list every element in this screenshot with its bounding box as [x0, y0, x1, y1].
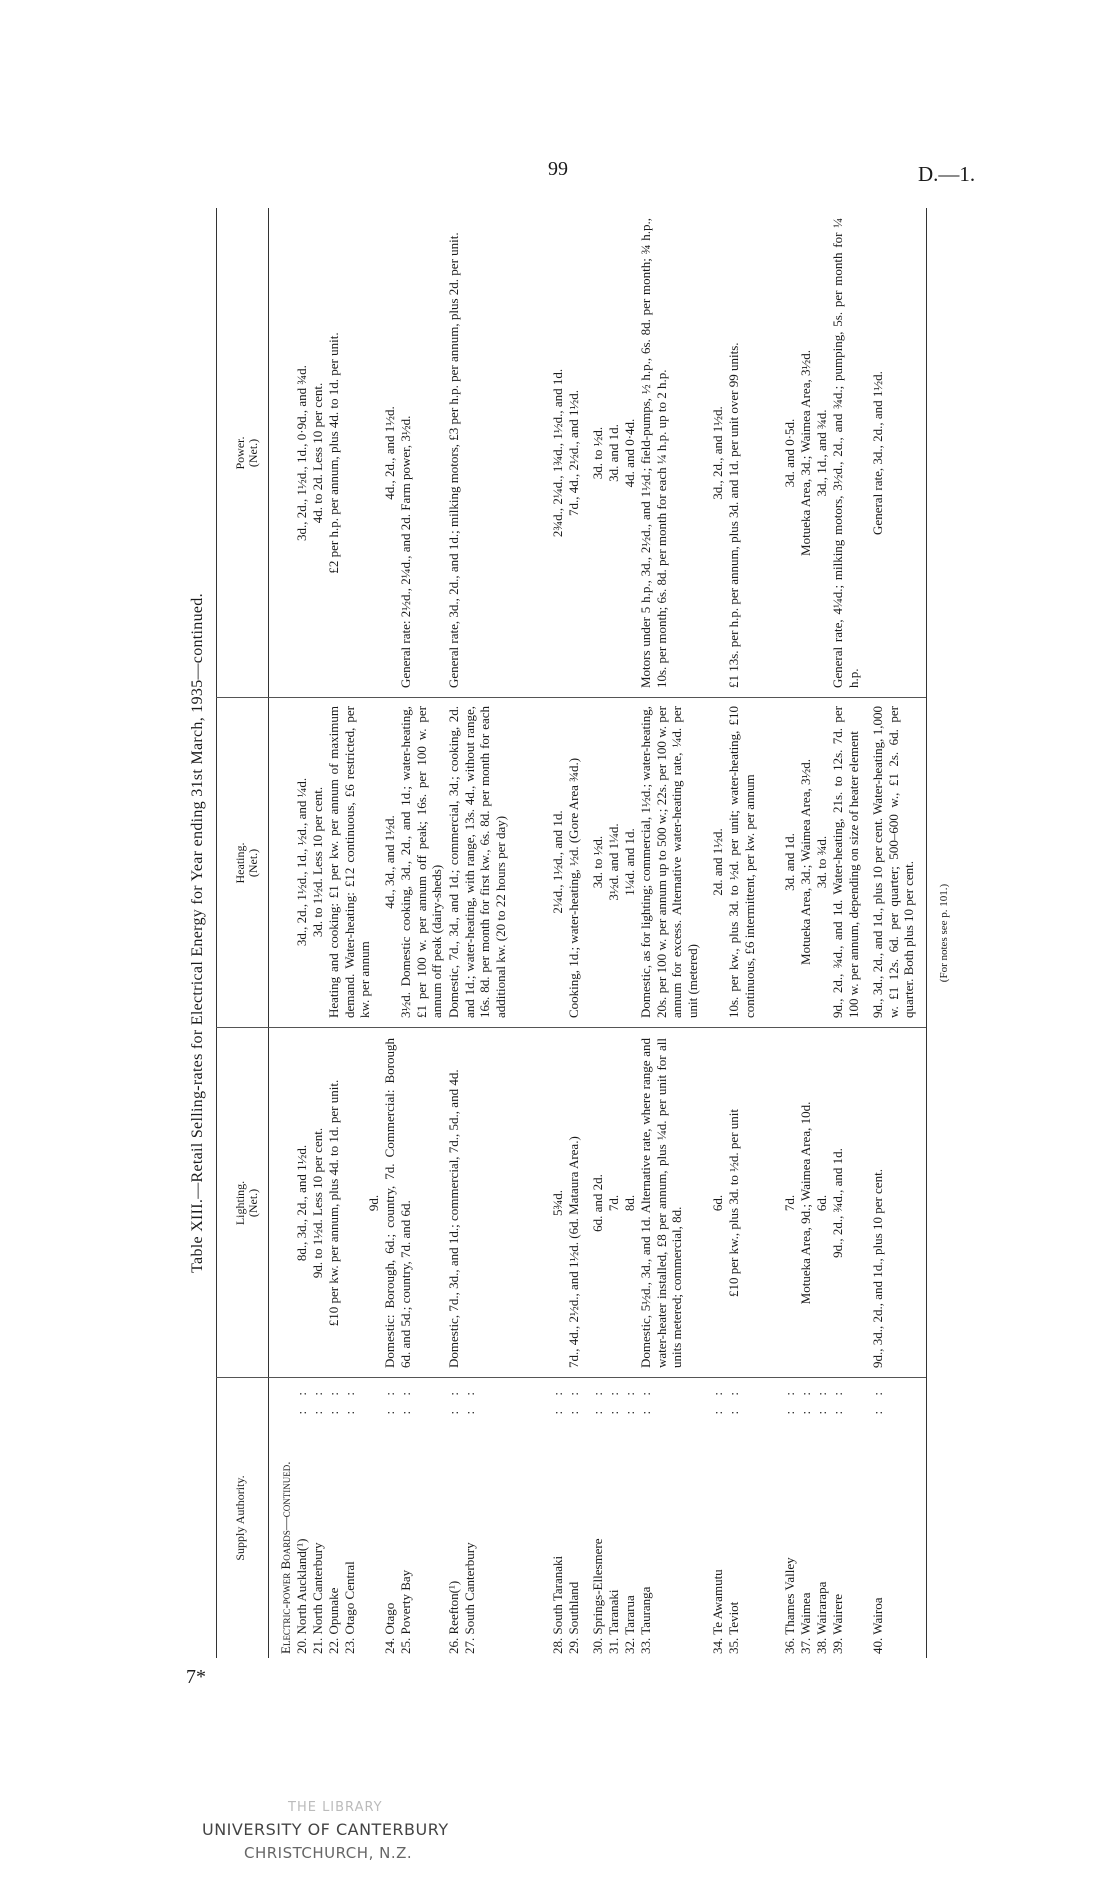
heating-cell: 4d., 3d., and 1½d.	[382, 815, 397, 909]
power-cell: 2¾d., 2¼d., 1¾d., 1½d., and 1d.	[550, 368, 565, 538]
power-cell: 7d., 4d., 2½d., and 1½d.	[566, 389, 581, 517]
stamp-line-university: UNIVERSITY OF CANTERBURY	[202, 1820, 449, 1839]
col-header-power-label: Power.	[233, 436, 247, 470]
power-cell: 3d. and 1d.	[606, 424, 621, 482]
lighting-cell: 9d. to 1½d. Less 10 per cent.	[310, 1127, 325, 1279]
power-cell: 4d. and 0·4d.	[622, 418, 637, 488]
lighting-cell: 8d., 3d., 2d., and 1½d.	[294, 1144, 309, 1262]
document-reference: D.—1.	[918, 162, 976, 186]
lighting-cell: 9d.	[366, 1194, 381, 1212]
authority-row: 31. Taranaki : :	[606, 1386, 621, 1654]
lighting-cell: 6d.	[814, 1194, 829, 1212]
heating-cell: 3d. to ½d.	[590, 835, 605, 889]
power-cell: 3d., 2d., 1½d., 1d., 0·9d., and ¾d.	[294, 365, 309, 541]
group-heading: Electric-power Boards—continued.	[278, 1461, 293, 1654]
table-footnote: (For notes see p. 101.)	[938, 883, 950, 983]
col-header-authority	[234, 1378, 247, 1658]
power-cell: 3d., 2d., and 1½d.	[710, 406, 725, 500]
col-header-power	[234, 208, 260, 698]
col-header-power-sub: (Net.)	[246, 438, 260, 468]
col-header-heating-sub: (Net.)	[246, 848, 260, 878]
heating-cell: Domestic, 7d., 3d., and 1d.; commercial, 3d.; cooking, 2d. and 1d.; water-heating, with range, 13s. 4d., without range, 16s. 8d. per month for first kw., 6s. 8d. per month for each additional kw. (20 to 22 hours per day)	[446, 706, 508, 1018]
col-header-authority-label: Supply Authority.	[233, 1475, 247, 1561]
power-cell: General rate, 3d., 2d., and 1½d.	[870, 371, 885, 535]
authority-row: 40. Wairoa : :	[870, 1386, 885, 1654]
authority-row: 36. Thames Valley : :	[782, 1386, 797, 1654]
authority-row: 28. South Taranaki : :	[550, 1386, 565, 1654]
table-bottom-rule	[926, 208, 927, 1658]
lighting-cell: Domestic: Borough, 6d.; country, 7d. Commercial: Borough 6d. and 5d.; country, 7d. and 6d.	[382, 1038, 413, 1368]
sheet-reference: 7*	[186, 1666, 206, 1688]
power-cell: General rate, 3d., 2d., and 1d.; milking motors, £3 per h.p. per annum, plus 2d. per unit.	[446, 232, 461, 688]
power-cell: General rate, 4¼d.; milking motors, 3½d., 2d., and ¾d.; pumping, 5s. per month for ¼ h.p.	[830, 218, 861, 688]
authority-row: 26. Reefton(¹) : :	[446, 1386, 461, 1654]
heating-cell: 3d. and 1d.	[782, 833, 797, 891]
authority-name: 32. Tararua	[622, 1595, 637, 1654]
col-header-heating	[234, 698, 260, 1028]
lighting-cell: 9d., 2d., ¾d., and 1d.	[830, 1148, 845, 1258]
power-cell: 3d. to ½d.	[590, 426, 605, 480]
lighting-cell: 7d.	[606, 1194, 621, 1212]
authority-row: 39. Wairere : :	[830, 1386, 845, 1654]
authority-name: 25. Poverty Bay	[398, 1569, 413, 1654]
authority-name: 26. Reefton(¹)	[446, 1580, 461, 1654]
heating-cell: Cooking, 1d.; water-heating, ½d. (Gore Area ¾d.)	[566, 757, 581, 1018]
authority-name: 35. Teviot	[726, 1601, 741, 1654]
authority-row: 27. South Canterbury : :	[462, 1386, 477, 1654]
lighting-cell: £10 per kw. per annum, plus 4d. to 1d. per unit.	[326, 1079, 341, 1327]
column-divider	[216, 697, 926, 698]
authority-name: 27. South Canterbury	[462, 1542, 477, 1654]
page-number: 99	[548, 158, 568, 180]
authority-row: 34. Te Awamutu : :	[710, 1386, 725, 1654]
authority-name: 39. Wairere	[830, 1593, 845, 1654]
lighting-cell: £10 per kw., plus 3d. to ½d. per unit	[726, 1109, 741, 1297]
authority-name: 37. Waimea	[798, 1592, 813, 1654]
authority-name: 23. Otago Central	[342, 1561, 357, 1654]
authority-name: 21. North Canterbury	[310, 1542, 325, 1654]
column-divider	[216, 1027, 926, 1028]
table-title: Table XIII.—Retail Selling-rates for Electrical Energy for Year ending 31st March, 1935—continued.	[189, 593, 206, 1273]
power-cell: 4d. to 2d. Less 10 per cent.	[310, 382, 325, 524]
heating-cell: 3d. to ¾d.	[814, 835, 829, 889]
col-header-lighting-label: Lighting.	[233, 1180, 247, 1226]
heating-cell: 9d., 3d., 2d., and 1d., plus 10 per cent. Water-heating, 1,000 w. £1 12s. 6d. per quarter; 500–600 w., £1 2s. 6d. per quarter. Both plus 10 per cent.	[870, 706, 916, 1018]
heating-cell: Motueka Area, 3d.; Waimea Area, 3½d.	[798, 759, 813, 965]
lighting-cell: 5¾d.	[550, 1190, 565, 1216]
heating-cell: 3½d. and 1¼d.	[606, 823, 621, 901]
lighting-cell: 8d.	[622, 1194, 637, 1212]
heating-cell: Heating and cooking: £1 per kw. per annum of maximum demand. Water-heating: £12 continuous, £6 restricted, per kw. per annum	[326, 706, 372, 1018]
authority-row: 38. Wairarapa : :	[814, 1386, 829, 1654]
lighting-cell: Motueka Area, 9d.; Waimea Area, 10d.	[798, 1101, 813, 1305]
authority-name: 22. Opunake	[326, 1587, 341, 1654]
power-cell: Motueka Area, 3d.; Waimea Area, 3½d.	[798, 350, 813, 556]
authority-name: 34. Te Awamutu	[710, 1569, 725, 1654]
lighting-cell: 7d., 4d., 2½d., and 1½d. (6d. Mataura Area.)	[566, 1136, 581, 1368]
lighting-cell: Domestic, 7d., 3d., and 1d.; commercial, 7d., 5d., and 4d.	[446, 1069, 461, 1368]
heating-cell: 2d. and 1½d.	[710, 828, 725, 896]
heating-cell: 1¼d. and 1d.	[622, 828, 637, 896]
col-header-lighting	[234, 1028, 260, 1378]
lighting-cell: Domestic, 5½d., 3d., and 1d. Alternative rate, where range and water-heater installed, £8 per annum, plus ¼d. per unit for all units metered; commercial, 8d.	[638, 1038, 684, 1368]
authority-name: 36. Thames Valley	[782, 1557, 797, 1654]
lighting-cell: 7d.	[782, 1194, 797, 1212]
power-cell: £1 13s. per h.p. per annum, plus 3d. and 1d. per unit over 99 units.	[726, 342, 741, 688]
authority-name: 28. South Taranaki	[550, 1555, 565, 1654]
lighting-cell: 9d., 3d., 2d., and 1d., plus 10 per cent.	[870, 1169, 885, 1368]
lighting-cell: 6d.	[710, 1194, 725, 1212]
header-rule	[268, 208, 269, 1658]
authority-row: 30. Springs-Ellesmere : :	[590, 1386, 605, 1654]
authority-row: 35. Teviot : :	[726, 1386, 741, 1654]
authority-row: 32. Tararua : :	[622, 1386, 637, 1654]
heating-cell: 9d., 2d., ¾d., and 1d. Water-heating, 21s. to 12s. 7d. per 100 w. per annum, depending on size of heater element	[830, 706, 861, 1018]
stamp-line-library: THE LIBRARY	[288, 1800, 383, 1815]
authority-name: 31. Taranaki	[606, 1589, 621, 1654]
authority-row: 33. Tauranga : :	[638, 1386, 653, 1654]
heating-cell: Domestic, as for lighting; commercial, 1½d.; water-heating, 20s. per 100 w. per annum up to 500 w.; 22s. per 100 w. per annum for excess. Alternative water-heating rate, ¼d. per unit (metered)	[638, 706, 700, 1018]
authority-row: 20. North Auckland(¹) : :	[294, 1386, 309, 1654]
power-cell: 4d., 2d., and 1½d.	[382, 406, 397, 500]
col-header-heating-label: Heating.	[233, 842, 247, 884]
lighting-cell: 6d. and 2d.	[590, 1174, 605, 1232]
authority-row: 29. Southland : :	[566, 1386, 581, 1654]
heating-cell: 3½d. Domestic cooking, 3d., 2d., and 1d.; water-heating, £1 per 100 w. per annum off peak; 16s. per 100 w. per annum off peak (dairy-sheds)	[398, 706, 444, 1018]
power-cell: Motors under 5 h.p., 3d., 2½d., and 1½d.; field-pumps, ½ h.p., 6s. 8d. per month; ¾ h.p., 10s. per month; 6s. 8d. per month for each ¼ h.p. up to 2 h.p.	[638, 218, 669, 688]
col-header-lighting-sub: (Net.)	[246, 1188, 260, 1218]
column-divider	[216, 1377, 926, 1378]
power-cell: 3d., 1d., and ¾d.	[814, 409, 829, 497]
heating-cell: 3d., 2d., 1½d., 1d., ½d., and ¼d.	[294, 777, 309, 947]
authority-name: 24. Otago	[382, 1602, 397, 1654]
power-cell: 3d. and 0·5d.	[782, 418, 797, 488]
authority-name: 40. Wairoa	[870, 1597, 885, 1654]
heating-cell: 2¼d., 1½d., and 1d.	[550, 810, 565, 914]
authority-row: 25. Poverty Bay : :	[398, 1386, 413, 1654]
authority-row: 23. Otago Central : :	[342, 1386, 357, 1654]
power-cell: £2 per h.p. per annum, plus 4d. to 1d. per unit.	[326, 332, 341, 574]
authority-row: 22. Opunake : :	[326, 1386, 341, 1654]
authority-name: 38. Wairarapa	[814, 1581, 829, 1654]
heating-cell: 3d. to 1½d. Less 10 per cent.	[310, 786, 325, 938]
table-top-rule	[216, 208, 217, 1658]
authority-row: 21. North Canterbury : :	[310, 1386, 325, 1654]
heating-cell: 10s. per kw., plus 3d. to ½d. per unit; water-heating, £10 continuous, £6 intermittent, per kw. per annum	[726, 706, 757, 1018]
stamp-line-city: CHRISTCHURCH, N.Z.	[244, 1844, 413, 1862]
authority-row: 24. Otago : :	[382, 1386, 397, 1654]
authority-row: 37. Waimea : :	[798, 1386, 813, 1654]
authority-name: 30. Springs-Ellesmere	[590, 1538, 605, 1654]
power-cell: General rate: 2½d., 2¼d., and 2d. Farm power, 3½d.	[398, 415, 413, 688]
rotated-table	[186, 208, 956, 1658]
authority-name: 33. Tauranga	[638, 1586, 653, 1654]
authority-name: 29. Southland	[566, 1581, 581, 1654]
authority-name: 20. North Auckland(¹)	[294, 1538, 309, 1654]
